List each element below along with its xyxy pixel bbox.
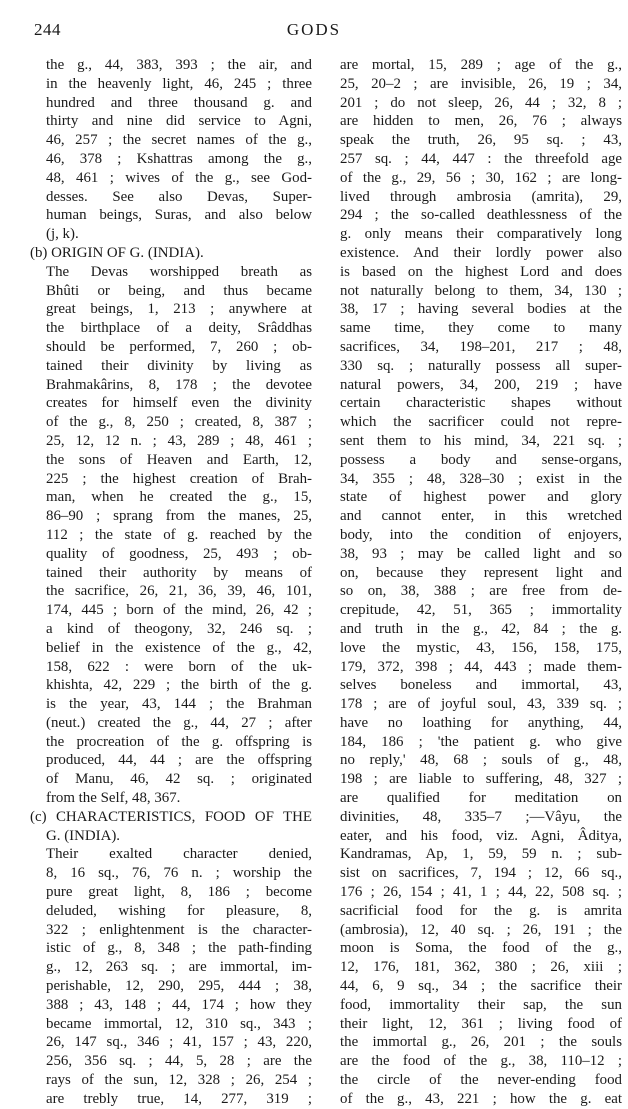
index-line: sent them to his mind, 34, 221 sq. ; xyxy=(340,432,622,449)
index-line: sacrifices, 34, 198–201, 217 ; 48, xyxy=(340,338,622,355)
index-line: 201 ; do not sleep, 26, 44 ; 32, 8 ; xyxy=(340,94,622,111)
index-line: sist on sacrifices, 7, 194 ; 12, 66 sq., xyxy=(340,865,622,882)
index-line: Brahmakârins, 8, 178 ; the devotee xyxy=(46,376,312,393)
index-line: should be performed, 7, 260 ; ob- xyxy=(46,338,312,355)
index-line: their light, 12, 361 ; living food of xyxy=(340,1015,622,1032)
index-line: 179, 372, 398 ; 44, 443 ; made them- xyxy=(340,658,622,675)
index-line: 86–90 ; sprang from the manes, 25, xyxy=(46,508,312,525)
index-line: 25, 20–2 ; are invisible, 26, 19 ; 34, xyxy=(340,75,622,92)
index-line: selves boneless and immortal, 43, xyxy=(340,677,622,694)
index-line: of the g., 8, 250 ; created, 8, 387 ; xyxy=(46,414,312,431)
index-line: 8, 16 sq., 76, 76 n. ; worship the xyxy=(46,865,312,882)
index-line: produced, 44, 44 ; are the offspring xyxy=(46,752,312,769)
index-line: great beings, 1, 213 ; anywhere at xyxy=(46,301,312,318)
index-line: the circle of the never-ending food xyxy=(340,1072,622,1089)
index-line: in the heavenly light, 46, 245 ; three xyxy=(46,75,312,92)
index-line: the procreation of the g. offspring is xyxy=(46,733,312,750)
index-line: of the g., 29, 56 ; 30, 162 ; are long- xyxy=(340,169,622,186)
index-line: a kind of theogony, 32, 246 sq. ; xyxy=(46,620,312,637)
index-line: 257 sq. ; 44, 447 : the threefold age xyxy=(340,150,622,167)
index-line: crepitude, 42, 51, 365 ; immortality xyxy=(340,602,622,619)
index-line: rays of the sun, 12, 328 ; 26, 254 ; xyxy=(46,1072,312,1089)
index-line: (j, k). xyxy=(46,226,79,243)
index-line: the birthplace of a deity, Srâddhas xyxy=(46,320,312,337)
index-line: are qualified for meditation on xyxy=(340,790,622,807)
index-line: pure great light, 8, 186 ; become xyxy=(46,884,312,901)
index-line: 158, 622 : were born of the uk- xyxy=(46,658,312,675)
index-line: desses. See also Devas, Super- xyxy=(46,188,312,205)
index-line: existence. And their lordly power also xyxy=(340,244,622,261)
index-line: possess a body and sense-organs, xyxy=(340,451,622,468)
index-line: 256, 356 sq. ; 44, 5, 28 ; are the xyxy=(46,1053,312,1070)
index-line: 46, 257 ; the secret names of the g., xyxy=(46,132,312,149)
index-line: 330 sq. ; naturally possess all super- xyxy=(340,357,622,374)
index-line: thirty and nine did service to Agni, xyxy=(46,113,312,130)
index-line: the sons of Heaven and Earth, 12, xyxy=(46,451,312,468)
index-line: (b) ORIGIN OF G. (INDIA). xyxy=(30,244,204,261)
index-line: 225 ; the highest creation of Brah- xyxy=(46,470,312,487)
right-column xyxy=(340,56,622,1107)
running-head: GODS xyxy=(286,20,342,39)
index-line: 12, 176, 181, 362, 380 ; 26, xiii ; xyxy=(340,959,622,976)
index-line: 174, 445 ; born of the mind, 26, 42 ; xyxy=(46,602,312,619)
index-line: creates for himself even the divinity xyxy=(46,395,312,412)
index-line: sacrificial food for the g. is amrita xyxy=(340,902,622,919)
index-line: 112 ; the state of g. reached by the xyxy=(46,526,312,543)
index-line: are the food of the g., 38, 110–12 ; xyxy=(340,1053,622,1070)
index-line: The Devas worshipped breath as xyxy=(46,263,312,280)
index-line: is the year, 43, 144 ; the Brahman xyxy=(46,696,312,713)
index-line: (ambrosia), 12, 40 sq. ; 26, 191 ; the xyxy=(340,921,622,938)
index-line: 44, 6, 9 sq., 34 ; the sacrifice their xyxy=(340,978,622,995)
index-line: lived through ambrosia (amrita), 29, xyxy=(340,188,622,205)
index-line: 48, 461 ; wives of the g., see God- xyxy=(46,169,312,186)
index-line: deluded, wishing for pleasure, 8, xyxy=(46,902,312,919)
index-line: divinities, 48, 335–7 ;—Vâyu, the xyxy=(340,808,622,825)
index-line: tained their divinity by living as xyxy=(46,357,312,374)
index-line: no reply,' 48, 68 ; souls of g., 48, xyxy=(340,752,622,769)
index-line: the g., 44, 383, 393 ; the air, and xyxy=(46,57,312,73)
index-line: g. only means their comparatively long xyxy=(340,226,622,243)
index-line: Their exalted character denied, xyxy=(46,846,312,863)
index-line: from the Self, 48, 367. xyxy=(46,790,181,807)
index-line: and truth in the g., 42, 84 ; the g. xyxy=(340,620,622,637)
index-line: 322 ; enlightenment is the character- xyxy=(46,921,312,938)
index-line: Bhûti or being, and thus became xyxy=(46,282,312,299)
index-line: of Manu, 46, 42 sq. ; originated xyxy=(46,771,312,788)
index-line: and cannot enter, in this wretched xyxy=(340,508,622,525)
index-line: of the g., 43, 221 ; how the g. eat xyxy=(340,1090,622,1107)
index-line: 294 ; the so-called deathlessness of the xyxy=(340,207,622,224)
index-line: eater, and his food, viz. Agni, Âditya, xyxy=(340,827,622,844)
index-line: 184, 186 ; 'the patient g. who give xyxy=(340,733,622,750)
index-line: became immortal, 12, 310 sq., 343 ; xyxy=(46,1015,312,1032)
index-line: the sacrifice, 26, 21, 36, 39, 46, 101, xyxy=(46,583,312,600)
index-line: 46, 378 ; Kshattras among the g., xyxy=(46,150,312,167)
index-line: tained their authority by means of xyxy=(46,564,312,581)
index-line: g., 12, 263 sq. ; are immortal, im- xyxy=(46,959,312,976)
index-line: quality of goodness, 25, 493 ; ob- xyxy=(46,545,312,562)
index-line: are hidden to men, 26, 76 ; always xyxy=(340,113,622,130)
index-line: the immortal g., 26, 201 ; the souls xyxy=(340,1034,622,1051)
index-line: have no loathing for anything, 44, xyxy=(340,714,622,731)
index-line: (neut.) created the g., 44, 27 ; after xyxy=(46,714,312,731)
index-line: so on, 38, 388 ; are free from de- xyxy=(340,583,622,600)
index-line: istic of g., 8, 348 ; the path-finding xyxy=(46,940,312,957)
index-line: 38, 93 ; may be called light and so xyxy=(340,545,622,562)
index-line: are trebly true, 14, 277, 319 ; xyxy=(46,1090,312,1107)
index-line: Kandramas, Ap, 1, 59, 59 n. ; sub- xyxy=(340,846,622,863)
left-column xyxy=(30,56,312,1107)
index-line: 38, 17 ; having several bodies at the xyxy=(340,301,622,318)
index-line: are mortal, 15, 289 ; age of the g., xyxy=(340,57,622,73)
index-line: hundred and three thousand g. and xyxy=(46,94,312,111)
index-line: 25, 12, 12 n. ; 43, 289 ; 48, 461 ; xyxy=(46,432,312,449)
index-line: body, into the condition of enjoyers, xyxy=(340,526,622,543)
index-line: G. (INDIA). xyxy=(46,827,121,844)
index-line: human beings, Suras, and also below xyxy=(46,207,312,224)
index-line: speak the truth, 26, 95 sq. ; 43, xyxy=(340,132,622,149)
index-line: 176 ; 26, 154 ; 41, 1 ; 44, 22, 508 sq. ; xyxy=(340,884,622,901)
index-line: moon is Soma, the food of the g., xyxy=(340,940,622,957)
page-number: 244 xyxy=(34,20,61,39)
index-line: khishta, 42, 229 ; the birth of the g. xyxy=(46,677,312,694)
index-line: food, immortality their sap, the sun xyxy=(340,996,622,1013)
index-line: man, when he created the g., 15, xyxy=(46,489,312,506)
index-line: same time, they come to many xyxy=(340,320,622,337)
index-line: 388 ; 43, 148 ; 44, 174 ; how they xyxy=(46,996,312,1013)
index-line: state of highest power and glory xyxy=(340,489,622,506)
index-line: love the mystic, 43, 156, 158, 175, xyxy=(340,639,622,656)
index-line: belief in the existence of the g., 42, xyxy=(46,639,312,656)
index-line: not naturally belong to them, 34, 130 ; xyxy=(340,282,622,299)
index-line: which the sacrificer could not repre- xyxy=(340,414,622,431)
index-line: on, because they represent light and xyxy=(340,564,622,581)
index-line: 34, 355 ; 48, 328–30 ; exist in the xyxy=(340,470,622,487)
index-line: 26, 147 sq., 346 ; 41, 157 ; 43, 220, xyxy=(46,1034,312,1051)
index-line: 198 ; are liable to suffering, 48, 327 ; xyxy=(340,771,622,788)
index-line: is based on the highest Lord and does xyxy=(340,263,622,280)
index-line: perishable, 12, 290, 295, 444 ; 38, xyxy=(46,978,312,995)
index-line: certain characteristic shapes without xyxy=(340,395,622,412)
index-line: 178 ; are of joyful soul, 43, 339 sq. ; xyxy=(340,696,622,713)
index-line: natural powers, 34, 200, 219 ; have xyxy=(340,376,622,393)
index-line: (c) CHARACTERISTICS, FOOD OF THE xyxy=(30,808,312,825)
